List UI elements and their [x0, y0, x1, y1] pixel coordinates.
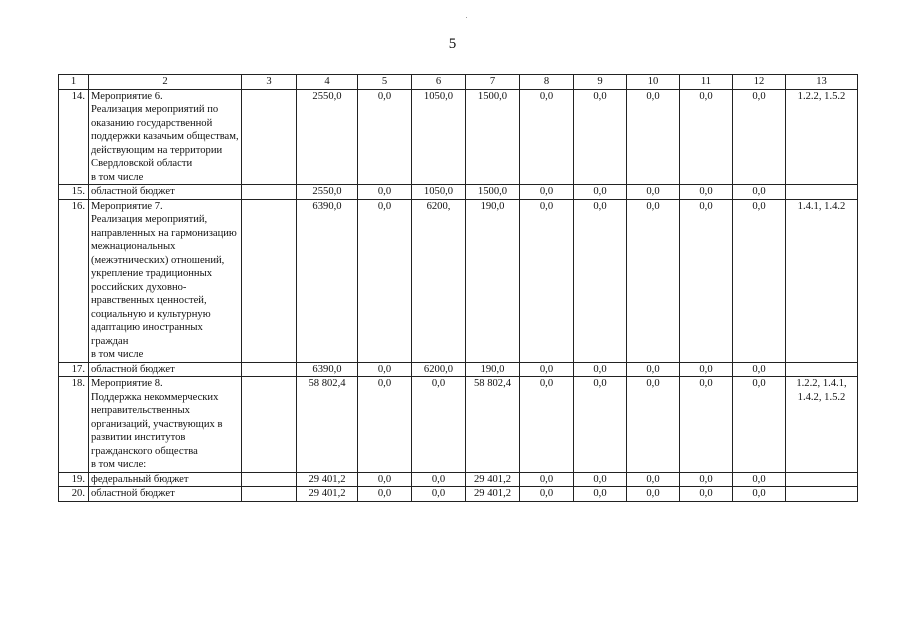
amount-cell: 0,0 — [358, 362, 412, 377]
amount-cell: 0,0 — [574, 185, 627, 200]
budget-table — [58, 74, 858, 502]
amount-cell: 0,0 — [520, 377, 574, 473]
amount-cell: 6200,0 — [412, 362, 466, 377]
column-header: 5 — [358, 75, 412, 90]
amount-cell: 0,0 — [358, 487, 412, 502]
target-indicator-cell: 1.2.2, 1.4.1, 1.4.2, 1.5.2 — [786, 377, 858, 473]
amount-cell: 0,0 — [733, 487, 786, 502]
amount-cell: 2550,0 — [297, 185, 358, 200]
amount-cell: 0,0 — [358, 377, 412, 473]
amount-cell: 0,0 — [358, 199, 412, 362]
amount-cell: 29 401,2 — [466, 487, 520, 502]
column-header: 2 — [89, 75, 242, 90]
table-row — [59, 185, 858, 200]
amount-cell: 6390,0 — [297, 362, 358, 377]
amount-cell: 0,0 — [412, 472, 466, 487]
amount-cell: 1050,0 — [412, 89, 466, 185]
amount-cell: 1500,0 — [466, 89, 520, 185]
amount-cell: 0,0 — [520, 362, 574, 377]
amount-cell — [242, 362, 297, 377]
target-indicator-cell — [786, 362, 858, 377]
table-row — [59, 377, 858, 473]
amount-cell: 29 401,2 — [466, 472, 520, 487]
target-indicator-cell — [786, 185, 858, 200]
row-number-cell: 14. — [59, 89, 89, 185]
target-indicator-cell — [786, 472, 858, 487]
amount-cell: 0,0 — [520, 185, 574, 200]
amount-cell: 0,0 — [733, 362, 786, 377]
column-header: 7 — [466, 75, 520, 90]
row-number-cell: 18. — [59, 377, 89, 473]
description-cell: Мероприятие 8. Поддержка некоммерческих неправительственных организаций, участвующих в развитии институтов гражданского общества в том числе: — [89, 377, 242, 473]
table-row — [59, 199, 858, 362]
amount-cell — [242, 472, 297, 487]
column-header: 9 — [574, 75, 627, 90]
amount-cell: 6200, — [412, 199, 466, 362]
description-cell: федеральный бюджет — [89, 472, 242, 487]
amount-cell: 0,0 — [733, 472, 786, 487]
table-row — [59, 362, 858, 377]
amount-cell — [242, 377, 297, 473]
amount-cell: 0,0 — [627, 377, 680, 473]
amount-cell: 0,0 — [733, 199, 786, 362]
amount-cell: 29 401,2 — [297, 472, 358, 487]
target-indicator-cell: 1.4.1, 1.4.2 — [786, 199, 858, 362]
row-number-cell: 16. — [59, 199, 89, 362]
amount-cell: 0,0 — [733, 89, 786, 185]
amount-cell: 0,0 — [680, 185, 733, 200]
amount-cell: 0,0 — [574, 377, 627, 473]
amount-cell: 0,0 — [680, 199, 733, 362]
amount-cell: 190,0 — [466, 199, 520, 362]
amount-cell: 0,0 — [358, 472, 412, 487]
column-header: 10 — [627, 75, 680, 90]
row-number-cell: 15. — [59, 185, 89, 200]
column-header: 8 — [520, 75, 574, 90]
amount-cell: 58 802,4 — [466, 377, 520, 473]
description-cell: областной бюджет — [89, 487, 242, 502]
table-header-row — [59, 75, 858, 90]
amount-cell: 0,0 — [574, 89, 627, 185]
amount-cell: 0,0 — [627, 89, 680, 185]
amount-cell: 0,0 — [574, 487, 627, 502]
amount-cell: 0,0 — [358, 89, 412, 185]
table-row — [59, 89, 858, 185]
amount-cell: 0,0 — [627, 185, 680, 200]
amount-cell: 190,0 — [466, 362, 520, 377]
column-header: 3 — [242, 75, 297, 90]
amount-cell: 0,0 — [680, 89, 733, 185]
column-header: 1 — [59, 75, 89, 90]
amount-cell — [242, 185, 297, 200]
amount-cell: 0,0 — [680, 487, 733, 502]
amount-cell: 0,0 — [520, 199, 574, 362]
amount-cell: 0,0 — [680, 472, 733, 487]
amount-cell: 0,0 — [412, 377, 466, 473]
amount-cell — [242, 199, 297, 362]
amount-cell: 0,0 — [520, 89, 574, 185]
amount-cell: 6390,0 — [297, 199, 358, 362]
amount-cell: 0,0 — [627, 362, 680, 377]
amount-cell — [242, 487, 297, 502]
amount-cell: 0,0 — [412, 487, 466, 502]
row-number-cell: 19. — [59, 472, 89, 487]
target-indicator-cell — [786, 487, 858, 502]
description-cell: Мероприятие 6. Реализация мероприятий по оказанию государственной поддержки казачьим обществам, действующим на территории Свердловской области в том числе — [89, 89, 242, 185]
amount-cell: 0,0 — [733, 185, 786, 200]
row-number-cell: 20. — [59, 487, 89, 502]
column-header: 4 — [297, 75, 358, 90]
amount-cell: 0,0 — [358, 185, 412, 200]
column-header: 11 — [680, 75, 733, 90]
amount-cell — [242, 89, 297, 185]
target-indicator-cell: 1.2.2, 1.5.2 — [786, 89, 858, 185]
amount-cell: 0,0 — [627, 199, 680, 362]
amount-cell: 58 802,4 — [297, 377, 358, 473]
amount-cell: 0,0 — [520, 487, 574, 502]
amount-cell: 0,0 — [733, 377, 786, 473]
amount-cell: 2550,0 — [297, 89, 358, 185]
scan-dot — [466, 17, 467, 18]
column-header: 12 — [733, 75, 786, 90]
amount-cell: 0,0 — [520, 472, 574, 487]
amount-cell: 0,0 — [574, 472, 627, 487]
amount-cell: 1500,0 — [466, 185, 520, 200]
amount-cell: 29 401,2 — [297, 487, 358, 502]
amount-cell: 1050,0 — [412, 185, 466, 200]
column-header: 13 — [786, 75, 858, 90]
table-row — [59, 487, 858, 502]
description-cell: областной бюджет — [89, 362, 242, 377]
amount-cell: 0,0 — [574, 362, 627, 377]
amount-cell: 0,0 — [627, 472, 680, 487]
table-row — [59, 472, 858, 487]
amount-cell: 0,0 — [680, 362, 733, 377]
amount-cell: 0,0 — [574, 199, 627, 362]
description-cell: Мероприятие 7. Реализация мероприятий, направленных на гармонизацию межнациональных (межэтнических) отношений, укрепление традиционных российских духовно-нравственных ценностей, социальную и культурную адаптацию иностранных граждан в том числе — [89, 199, 242, 362]
amount-cell: 0,0 — [680, 377, 733, 473]
row-number-cell: 17. — [59, 362, 89, 377]
amount-cell: 0,0 — [627, 487, 680, 502]
page-number: 5 — [448, 36, 457, 52]
column-header: 6 — [412, 75, 466, 90]
description-cell: областной бюджет — [89, 185, 242, 200]
